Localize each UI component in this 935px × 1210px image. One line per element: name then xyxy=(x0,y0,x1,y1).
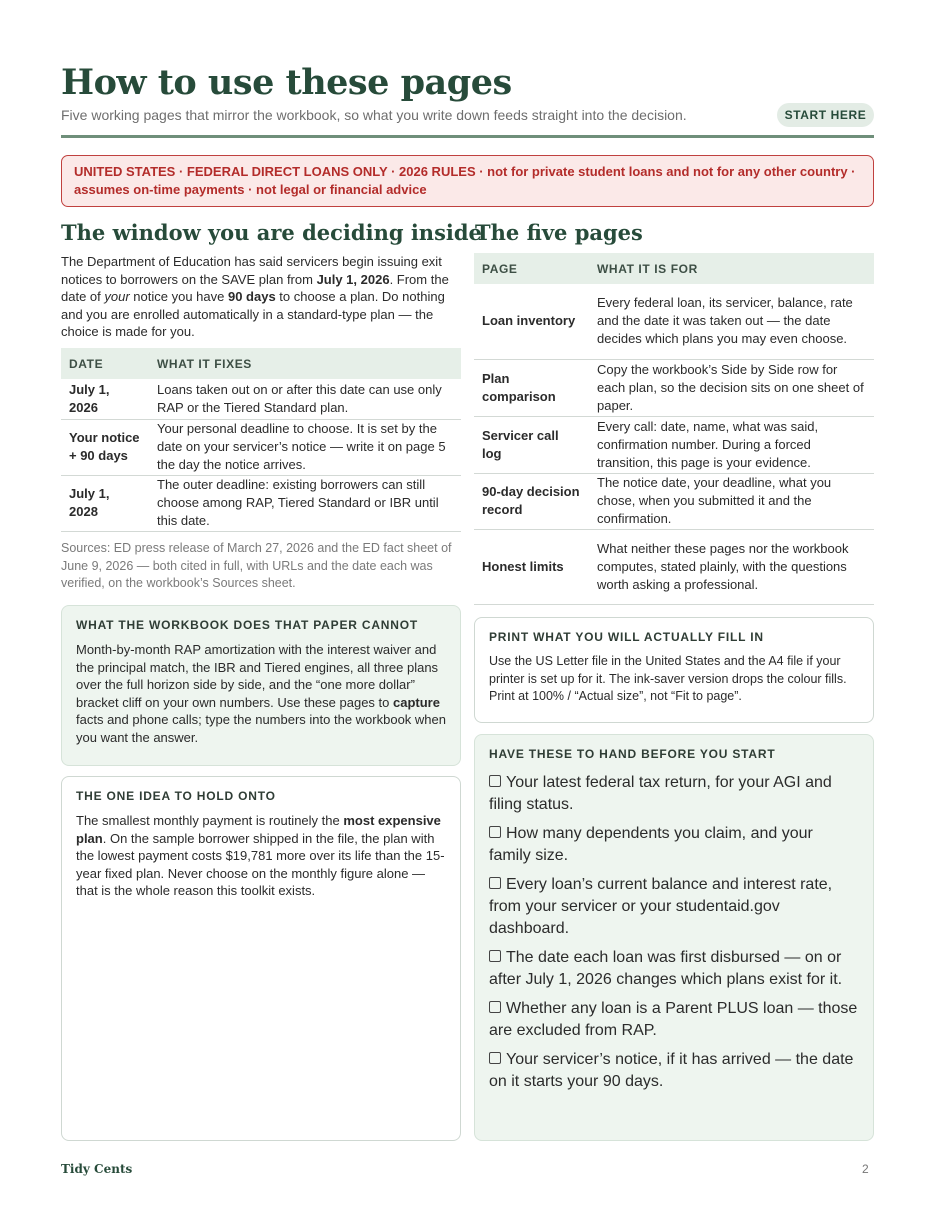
row-page: Servicer call log xyxy=(474,416,589,473)
checklist-item-label: How many dependents you claim, and your family size. xyxy=(489,825,813,864)
row-fixes: Your personal deadline to choose. It is set by the date on your servicer’s notice — write it on page 5 the day the notice arrives. xyxy=(149,419,461,475)
table-row xyxy=(474,284,874,359)
print-callout-title: PRINT WHAT YOU WILL ACTUALLY FILL IN xyxy=(489,630,764,644)
footer-brand: Tidy Cents xyxy=(61,1162,133,1176)
intro-text-1: The Department of Education has said servicers begin issuing exit notices to borrowers on the SAVE plan from xyxy=(61,254,442,287)
workbook-callout xyxy=(61,605,461,766)
five-pages-table xyxy=(474,253,874,605)
checklist-item-label: The date each loan was first disbursed — on or after July 1, 2026 changes which plans exist for it. xyxy=(489,949,843,988)
checkbox-icon[interactable] xyxy=(489,1052,501,1064)
print-callout xyxy=(474,617,874,723)
table-row xyxy=(474,416,874,473)
checklist-box xyxy=(474,734,874,1141)
print-callout-text: Use the US Letter file in the United States and the A4 file if your printer is set up for it. The ink-saver version drops the colour fills. Print at 100% / “Actual size”, not “Fit to page”. xyxy=(489,654,847,704)
start-here-badge: START HERE xyxy=(777,103,874,127)
checklist-item[interactable] xyxy=(489,1049,859,1093)
checkbox-icon[interactable] xyxy=(489,826,501,838)
row-page: Honest limits xyxy=(474,529,589,604)
col-header-page: PAGE xyxy=(474,253,589,284)
page-number: 2 xyxy=(862,1162,869,1176)
page-title: How to use these pages xyxy=(61,62,512,103)
checkbox-icon[interactable] xyxy=(489,950,501,962)
checkbox-icon[interactable] xyxy=(489,775,501,787)
checklist-title: HAVE THESE TO HAND BEFORE YOU START xyxy=(489,747,776,761)
row-page: Plan comparison xyxy=(474,359,589,416)
checklist-item[interactable] xyxy=(489,874,859,940)
checklist-item[interactable] xyxy=(489,947,859,991)
sources-note: Sources: ED press release of March 27, 2026 and the ED fact sheet of June 9, 2026 — both cited in full, with URLs and the date each was verified, on the workbook’s Sources sheet. xyxy=(61,541,452,590)
checkbox-icon[interactable] xyxy=(489,1001,501,1013)
row-purpose: The notice date, your deadline, what you chose, when you submitted it and the confirmation. xyxy=(589,473,874,529)
intro-text-4: to choose a plan. Do nothing and you are enrolled automatically in a standard-type plan — the choice is made for you. xyxy=(61,289,445,340)
table-row xyxy=(474,359,874,416)
checklist-item[interactable] xyxy=(489,998,859,1042)
header-divider xyxy=(61,135,874,138)
five-pages-heading: The five pages xyxy=(475,220,643,245)
checklist-item-label: Whether any loan is a Parent PLUS loan — those are excluded from RAP. xyxy=(489,1000,858,1039)
row-purpose: Every federal loan, its servicer, balance, rate and the date it was taken out — the date decides which plans you may even choose. xyxy=(589,284,874,359)
table-row xyxy=(61,379,461,419)
row-purpose: Every call: date, name, what was said, confirmation number. During a forced transition, this page is your evidence. xyxy=(589,416,874,473)
idea-text-bold: most expensive plan xyxy=(76,813,441,846)
intro-text-2: . From the date of xyxy=(61,271,449,305)
col-header-fixes: WHAT IT FIXES xyxy=(149,348,461,379)
col-header-purpose: WHAT IT IS FOR xyxy=(589,253,874,284)
window-section-heading: The window you are deciding inside xyxy=(61,220,482,245)
table-row xyxy=(61,475,461,531)
workbook-callout-text xyxy=(76,641,446,747)
deadlines-table xyxy=(61,348,461,532)
one-idea-title: THE ONE IDEA TO HOLD ONTO xyxy=(76,789,276,803)
workbook-callout-title: WHAT THE WORKBOOK DOES THAT PAPER CANNOT xyxy=(76,618,418,632)
checklist-item-label: Every loan’s current balance and interest rate, from your servicer or your studentaid.gov dashboard. xyxy=(489,876,833,937)
row-page: 90-day decision record xyxy=(474,473,589,529)
page-subtitle: Five working pages that mirror the workbook, so what you write down feeds straight into the decision. xyxy=(61,107,687,123)
row-date: July 1, 2026 xyxy=(61,379,149,419)
row-fixes: Loans taken out on or after this date can use only RAP or the Tiered Standard plan. xyxy=(149,379,461,419)
intro-italic-your: your xyxy=(104,289,130,305)
checklist-item[interactable] xyxy=(489,823,859,867)
row-purpose: Copy the workbook’s Side by Side row for each plan, so the decision sits on one sheet of paper. xyxy=(589,359,874,416)
scope-warning-banner xyxy=(61,155,874,207)
intro-bold-days: 90 days xyxy=(227,289,276,305)
row-page: Loan inventory xyxy=(474,284,589,359)
window-intro-paragraph xyxy=(61,253,463,341)
scope-warning-text: UNITED STATES · FEDERAL DIRECT LOANS ONLY · 2026 RULES · not for private student loans and not for any other country · assumes on-time payments · not legal or financial advice xyxy=(74,164,856,197)
intro-text-3: notice you have xyxy=(129,289,228,305)
row-date: July 1, 2028 xyxy=(61,475,149,531)
idea-text-1: The smallest monthly payment is routinely the xyxy=(76,813,344,828)
table-row xyxy=(61,419,461,475)
checkbox-icon[interactable] xyxy=(489,877,501,889)
col-header-date: DATE xyxy=(61,348,149,379)
row-purpose: What neither these pages nor the workbook computes, stated plainly, with the questions worth asking a professional. xyxy=(589,529,874,604)
idea-text-2: . On the sample borrower shipped in the file, the plan with the lowest payment costs $19,781 more over its life than the 15-year fixed plan. Never choose on the monthly figure alone — that is the whole reason this toolkit exists. xyxy=(76,830,445,899)
one-idea-text xyxy=(76,812,446,900)
five-pages-table-header xyxy=(474,253,874,284)
checklist-item-label: Your servicer’s notice, if it has arrived — the date on it starts your 90 days. xyxy=(489,1051,854,1090)
workbook-text-bold: capture xyxy=(392,694,440,710)
table-row xyxy=(474,529,874,604)
row-fixes: The outer deadline: existing borrowers can still choose among RAP, Tiered Standard or IBR until this date. xyxy=(149,475,461,531)
checklist-item-label: Your latest federal tax return, for your AGI and filing status. xyxy=(489,774,832,813)
one-idea-callout xyxy=(61,776,461,1141)
workbook-text-1: Month-by-month RAP amortization with the interest waiver and the principal match, the IBR and Tiered engines, all three plans over the full horizon side by side, and the “one more dollar” bracket cliff on your own numbers. Use these pages to xyxy=(76,642,439,710)
intro-bold-date: July 1, 2026 xyxy=(316,271,390,287)
deadlines-table-header xyxy=(61,348,461,379)
row-date: Your notice + 90 days xyxy=(61,419,149,475)
workbook-text-2: facts and phone calls; type the numbers into the workbook when you want the answer. xyxy=(76,712,446,745)
checklist-item[interactable] xyxy=(489,772,859,816)
table-row xyxy=(474,473,874,529)
